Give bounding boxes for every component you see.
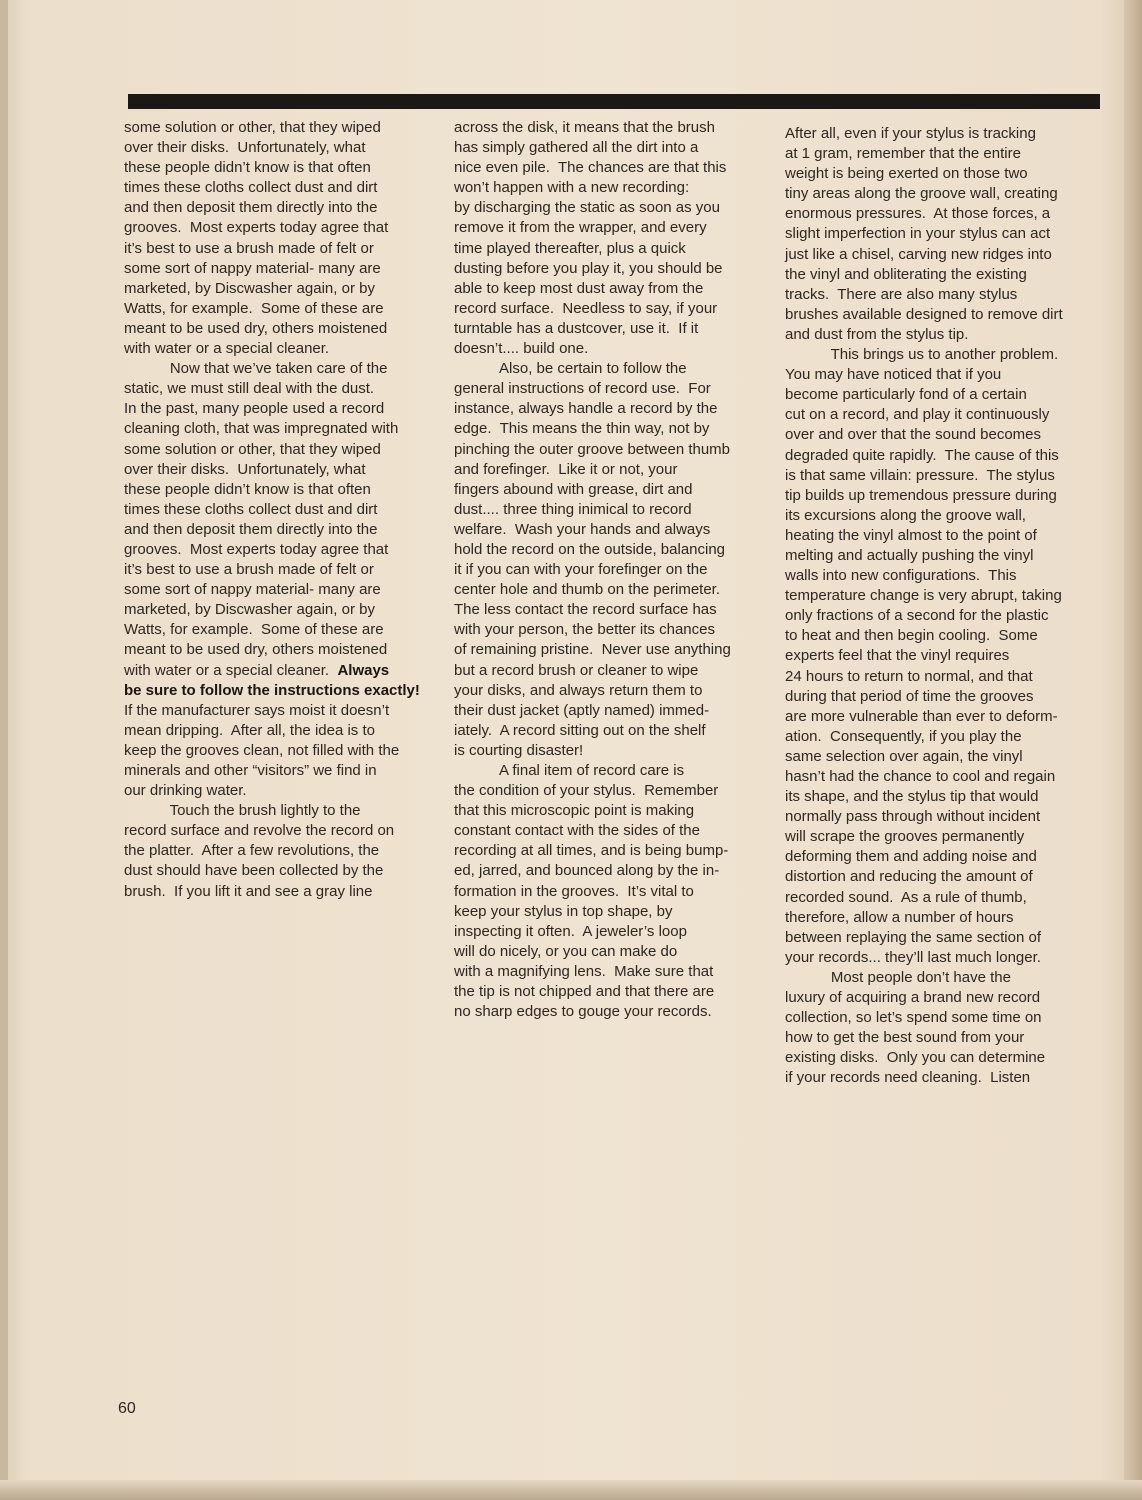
text-line: Now that we’ve taken care of the: [124, 360, 388, 378]
text-line: ed, jarred, and bounced along by the in-: [454, 862, 720, 880]
text-line: pinching the outer groove between thumb: [454, 440, 731, 458]
text-line: and forefinger. Like it or not, your: [454, 460, 678, 478]
text-line: turntable has a dustcover, use it. If it: [454, 319, 699, 337]
text-line: some solution or other, that they wiped: [124, 440, 381, 458]
text-line: slight imperfection in your stylus can act: [785, 225, 1051, 243]
text-line: is that same villain: pressure. The stylus: [785, 466, 1055, 484]
text-line: times these cloths collect dust and dirt: [124, 179, 378, 197]
text-line: time played thereafter, plus a quick: [454, 239, 686, 257]
text-line: nice even pile. The chances are that this: [454, 159, 727, 177]
text-line: hasn’t had the chance to cool and regain: [785, 768, 1056, 785]
text-line: and then deposit them directly into the: [124, 520, 378, 538]
text-line: instance, always handle a record by the: [454, 400, 718, 418]
text-line: its excursions along the groove wall,: [785, 506, 1026, 524]
text-line: but a record brush or cleaner to wipe: [454, 661, 699, 679]
text-line: minerals and other “visitors” we find in: [124, 762, 377, 779]
text-line: remove it from the wrapper, and every: [454, 219, 707, 237]
text-line: cleaning cloth, that was impregnated with: [124, 420, 399, 438]
text-line: some sort of nappy material- many are: [124, 581, 381, 599]
text-line: Watts, for example. Some of these are: [124, 299, 384, 317]
text-line: of remaining pristine. Never use anything: [454, 641, 731, 659]
text-line: that this microscopic point is making: [454, 802, 695, 820]
text-line: with a magnifying lens. Make sure that: [454, 962, 714, 980]
text-line: your disks, and always return them to: [454, 681, 703, 699]
text-column-2: [454, 118, 772, 1022]
text-line: You may have noticed that if you: [785, 366, 1002, 384]
text-column-1: [124, 118, 439, 902]
bold-text: Always: [337, 661, 390, 679]
header-rule: [128, 94, 1100, 109]
text-line: formation in the grooves. It’s vital to: [454, 882, 694, 900]
text-line: the condition of your stylus. Remember: [454, 782, 719, 800]
text-line: distortion and reducing the amount of: [785, 868, 1033, 886]
text-line: A final item of record care is: [454, 762, 685, 779]
text-line: keep the grooves clean, not filled with the: [124, 741, 400, 759]
text-line: 24 hours to return to normal, and that: [785, 667, 1033, 685]
text-line: mean dripping. After all, the idea is to: [124, 721, 375, 739]
text-line: has simply gathered all the dirt into a: [454, 139, 699, 157]
text-line: dusting before you play it, you should be: [454, 259, 723, 277]
text-line: If the manufacturer says moist it doesn’t: [124, 701, 390, 719]
text-line: across the disk, it means that the brush: [454, 119, 715, 136]
text-line: center hole and thumb on the perimeter.: [454, 581, 721, 599]
text-line: meant to be used dry, others moistened: [124, 319, 388, 337]
text-line: grooves. Most experts today agree that: [124, 540, 389, 558]
text-line: deforming them and adding noise and: [785, 848, 1037, 866]
text-line: constant contact with the sides of the: [454, 822, 700, 840]
text-line: times these cloths collect dust and dirt: [124, 500, 378, 518]
text-line: welfare. Wash your hands and always: [454, 520, 711, 538]
text-line: existing disks. Only you can determine: [785, 1049, 1046, 1067]
text-line: to heat and then begin cooling. Some: [785, 627, 1038, 645]
text-line: iately. A record sitting out on the shelf: [454, 721, 706, 739]
text-line: temperature change is very abrupt, taking: [785, 587, 1062, 605]
text-line: edge. This means the thin way, not by: [454, 420, 710, 438]
text-line: no sharp edges to gouge your records.: [454, 1003, 712, 1021]
text-line: tip builds up tremendous pressure during: [785, 486, 1057, 504]
text-line: experts feel that the vinyl requires: [785, 647, 1010, 665]
page-number: 60: [118, 1400, 136, 1417]
text-line: fingers abound with grease, dirt and: [454, 480, 693, 498]
text-line: same selection over again, the vinyl: [785, 747, 1023, 765]
text-line: just like a chisel, carving new ridges into: [785, 245, 1052, 263]
text-line: how to get the best sound from your: [785, 1029, 1025, 1047]
text-line: inspecting it often. A jeweler’s loop: [454, 922, 687, 940]
text-line: the vinyl and obliterating the existing: [785, 265, 1027, 283]
text-line: over their disks. Unfortunately, what: [124, 460, 366, 478]
text-line: brushes available designed to remove dirt: [785, 305, 1063, 323]
text-line: In the past, many people used a record: [124, 400, 385, 418]
text-line: general instructions of record use. For: [454, 380, 711, 398]
text-line: these people didn’t know is that often: [124, 159, 371, 177]
text-line: your records... they’ll last much longer.: [785, 948, 1041, 966]
text-line: degraded quite rapidly. The cause of this: [785, 446, 1059, 464]
page-right-edge: [1124, 0, 1142, 1500]
text-line: brush. If you lift it and see a gray line: [124, 882, 373, 900]
text-line: become particularly fond of a certain: [785, 386, 1027, 404]
text-column-3: [785, 124, 1105, 1089]
text-line: cut on a record, and play it continuously: [785, 406, 1050, 424]
text-line: tracks. There are also many stylus: [785, 285, 1018, 303]
text-line: record surface and revolve the record on: [124, 822, 395, 840]
text-line: Most people don’t have the: [785, 968, 1011, 986]
text-line: static, we must still deal with the dust.: [124, 380, 375, 398]
text-line: these people didn’t know is that often: [124, 480, 371, 498]
text-line: and then deposit them directly into the: [124, 199, 378, 217]
text-line: recorded sound. As a rule of thumb,: [785, 888, 1027, 906]
text-line: weight is being exerted on those two: [785, 165, 1028, 183]
text-line: over and over that the sound becomes: [785, 426, 1041, 444]
text-line: will do nicely, or you can make do: [454, 942, 678, 960]
text-line: will scrape the grooves permanently: [785, 828, 1025, 846]
text-line: tiny areas along the groove wall, creating: [785, 185, 1058, 203]
text-line: Touch the brush lightly to the: [124, 802, 361, 820]
text-line: with your person, the better its chances: [454, 621, 715, 639]
page-bottom-edge: [0, 1480, 1142, 1500]
text-line: record surface. Needless to say, if your: [454, 299, 718, 317]
text-line: the platter. After a few revolutions, the: [124, 842, 380, 860]
text-line: This brings us to another problem.: [785, 346, 1059, 364]
text-line: over their disks. Unfortunately, what: [124, 139, 366, 157]
text-line: hold the record on the outside, balancing: [454, 540, 726, 558]
text-line: normally pass through without incident: [785, 808, 1041, 826]
text-line: The less contact the record surface has: [454, 601, 717, 619]
text-line: our drinking water.: [124, 782, 247, 800]
text-line: are more vulnerable than ever to deform-: [785, 707, 1058, 725]
text-line: its shape, and the stylus tip that would: [785, 788, 1039, 806]
text-line: marketed, by Discwasher again, or by: [124, 279, 375, 297]
text-line: recording at all times, and is being bump-: [454, 842, 729, 860]
text-line: it’s best to use a brush made of felt or: [124, 239, 374, 257]
text-line: collection, so let’s spend some time on: [785, 1009, 1042, 1027]
text-line: it’s best to use a brush made of felt or: [124, 561, 374, 579]
text-line: enormous pressures. At those forces, a: [785, 205, 1051, 223]
text-line: the tip is not chipped and that there are: [454, 983, 715, 1001]
text-line: by discharging the static as soon as you: [454, 199, 720, 217]
text-line: Watts, for example. Some of these are: [124, 621, 384, 639]
page-left-edge: [0, 0, 8, 1500]
text-line: therefore, allow a number of hours: [785, 908, 1014, 926]
text-line: between replaying the same section of: [785, 928, 1041, 946]
text-line: if your records need cleaning. Listen: [785, 1069, 1031, 1087]
text-line: dust should have been collected by the: [124, 862, 384, 880]
text-line: and dust from the stylus tip.: [785, 325, 969, 343]
text-line: it if you can with your forefinger on the: [454, 561, 708, 579]
text-line: during that period of time the grooves: [785, 687, 1034, 705]
text-line: won’t happen with a new recording:: [454, 179, 690, 197]
text-line: some solution or other, that they wiped: [124, 119, 381, 136]
text-line: Also, be certain to follow the: [454, 360, 687, 378]
text-line: is courting disaster!: [454, 741, 584, 759]
text-line: After all, even if your stylus is tracking: [785, 125, 1036, 142]
text-line: able to keep most dust away from the: [454, 279, 704, 297]
text-line: grooves. Most experts today agree that: [124, 219, 389, 237]
text-line: heating the vinyl almost to the point of: [785, 526, 1037, 544]
text-line: dust.... three thing inimical to record: [454, 500, 692, 518]
text-line: only fractions of a second for the plastic: [785, 607, 1049, 625]
text-line: doesn’t.... build one.: [454, 340, 589, 358]
text-line: melting and actually pushing the vinyl: [785, 546, 1034, 564]
text-line: keep your stylus in top shape, by: [454, 902, 673, 920]
text-line: with water or a special cleaner. Always: [124, 661, 390, 679]
text-line: with water or a special cleaner.: [124, 340, 330, 358]
text-line: luxury of acquiring a brand new record: [785, 989, 1041, 1007]
text-line: ation. Consequently, if you play the: [785, 727, 1022, 745]
text-line: walls into new configurations. This: [785, 567, 1017, 585]
text-line: their dust jacket (aptly named) immed-: [454, 701, 710, 719]
bold-text: be sure to follow the instructions exactly!: [124, 681, 420, 699]
text-line: some sort of nappy material- many are: [124, 259, 381, 277]
text-line: meant to be used dry, others moistened: [124, 641, 388, 659]
text-line: at 1 gram, remember that the entire: [785, 145, 1021, 163]
text-line: marketed, by Discwasher again, or by: [124, 601, 375, 619]
